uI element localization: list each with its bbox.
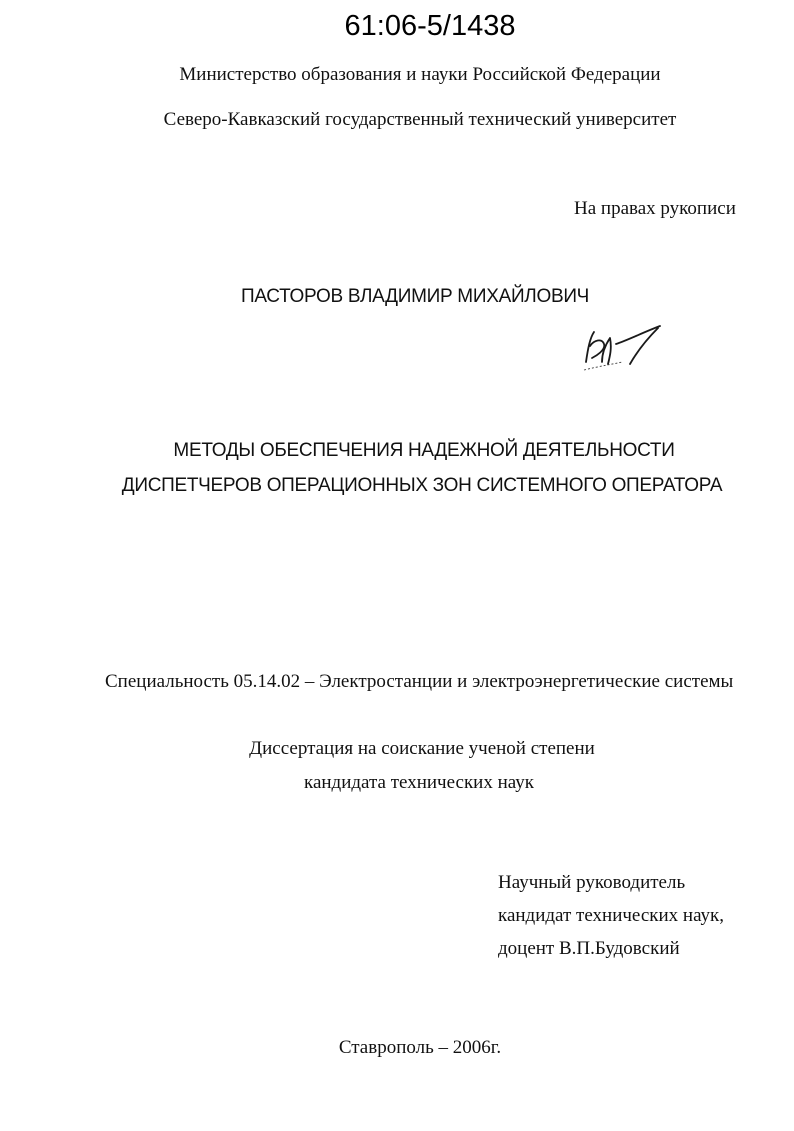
title-line-1: МЕТОДЫ ОБЕСПЕЧЕНИЯ НАДЕЖНОЙ ДЕЯТЕЛЬНОСТИ bbox=[173, 440, 675, 461]
manuscript-note: На правах рукописи bbox=[574, 198, 736, 219]
signature-icon bbox=[580, 318, 670, 374]
supervisor-title: Научный руководитель bbox=[498, 872, 686, 893]
supervisor-degree: кандидат технических наук, bbox=[498, 905, 725, 926]
degree-line-1: Диссертация на соискание ученой степени bbox=[249, 738, 595, 759]
city-year: Ставрополь – 2006г. bbox=[338, 1037, 502, 1058]
title-line-2: ДИСПЕТЧЕРОВ ОПЕРАЦИОННЫХ ЗОН СИСТЕМНОГО ОПЕРАТОРА bbox=[121, 475, 723, 496]
specialty-line: Специальность 05.14.02 – Электростанции и электроэнергетические системы bbox=[105, 671, 734, 692]
supervisor-name: доцент В.П.Будовский bbox=[498, 938, 680, 959]
degree-line-2: кандидата технических наук bbox=[304, 772, 534, 793]
archive-code: 61:06-5/1438 bbox=[344, 10, 516, 42]
author-name: ПАСТОРОВ ВЛАДИМИР МИХАЙЛОВИЧ bbox=[241, 286, 590, 307]
ministry-line: Министерство образования и науки Российской Федерации bbox=[179, 64, 661, 85]
university-line: Северо-Кавказский государственный технический университет bbox=[163, 109, 677, 130]
